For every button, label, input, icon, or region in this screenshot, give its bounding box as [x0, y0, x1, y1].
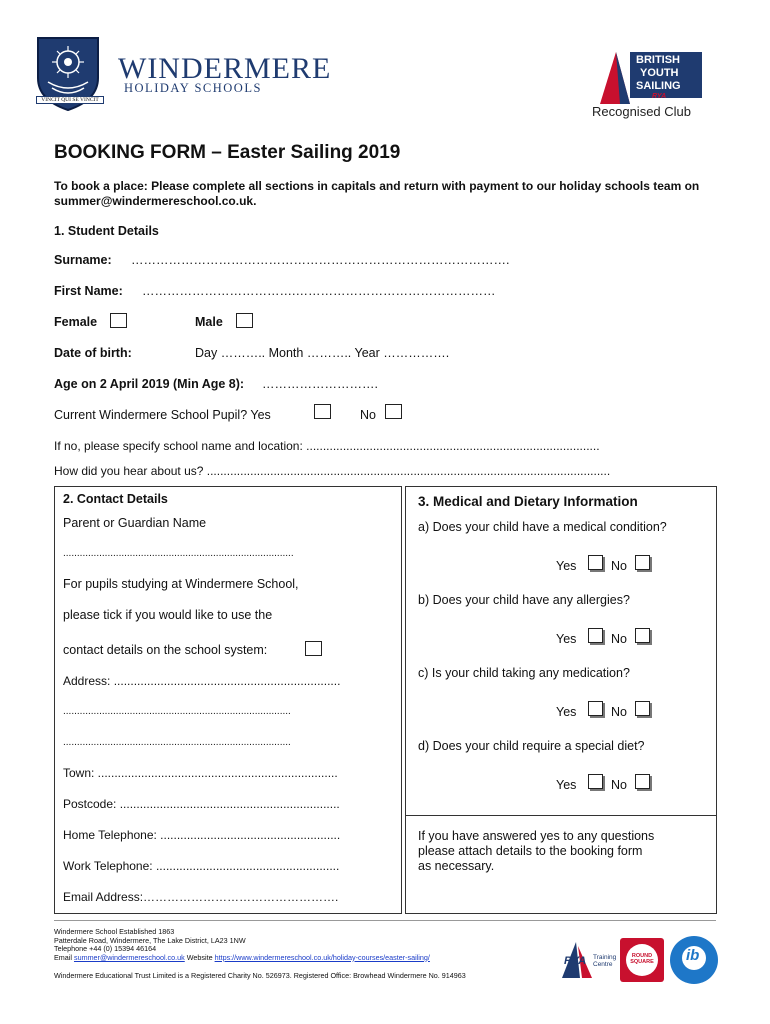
footer-line-3: Telephone +44 (0) 15394 46164	[54, 944, 157, 954]
surname-field[interactable]: ……………………………………………………………………………….	[131, 253, 510, 267]
pupils-text-2: please tick if you would like to use the	[63, 608, 273, 622]
pupils-text-3: contact details on the school system:	[63, 643, 268, 657]
round-square-text	[628, 953, 656, 965]
d-yes-label: Yes	[556, 778, 577, 792]
medical-note	[418, 829, 654, 874]
b-yes-checkbox[interactable]	[588, 628, 603, 643]
training-text: Training	[593, 954, 617, 961]
female-label: Female	[54, 315, 98, 329]
d-no-checkbox[interactable]	[635, 774, 650, 789]
c-no-label: No	[611, 705, 627, 719]
email-field[interactable]: Email Address:………………………………………….	[63, 890, 339, 904]
round-text: ROUND	[631, 953, 653, 959]
website-prefix: Website	[184, 952, 215, 962]
rya-logo-text: RYA	[564, 955, 587, 967]
male-checkbox[interactable]	[236, 313, 253, 328]
c-yes-checkbox[interactable]	[588, 701, 603, 716]
pupil-no-label: No	[360, 408, 376, 422]
home-telephone-field[interactable]: Home Telephone: ......................................................	[63, 828, 341, 842]
medical-heading: 3. Medical and Dietary Information	[418, 494, 638, 509]
centre-text: Centre	[593, 961, 613, 968]
first-name-label: First Name:	[54, 284, 123, 298]
medical-question-c: c) Is your child taking any medication?	[418, 666, 630, 680]
ib-text: ib	[686, 947, 700, 964]
hear-about-field[interactable]: How did you hear about us? .........................................................................................................................	[54, 464, 611, 478]
surname-label: Surname:	[54, 253, 112, 267]
pupil-question: Current Windermere School Pupil? Yes	[54, 408, 271, 422]
male-label: Male	[195, 315, 223, 329]
pupils-text-1: For pupils studying at Windermere School,	[63, 577, 299, 591]
intro-text: To book a place: Please complete all sections in capitals and return with payment to our holiday schools team on summer@windermereschool.co.uk.	[54, 179, 700, 208]
footer-email-link[interactable]: summer@windermereschool.co.uk	[73, 952, 185, 962]
c-no-checkbox[interactable]	[635, 701, 650, 716]
use-school-contact-checkbox[interactable]	[305, 641, 322, 656]
medical-note-line-3: as necessary.	[418, 859, 495, 873]
b-yes-label: Yes	[556, 632, 577, 646]
a-yes-label: Yes	[556, 559, 577, 573]
footer-website-link[interactable]: https://www.windermereschool.co.uk/holiday-courses/easter-sailing/	[214, 952, 430, 962]
b-no-label: No	[611, 632, 627, 646]
medical-question-d: d) Does your child require a special diet?	[418, 739, 645, 753]
medical-question-a: a) Does your child have a medical condition?	[418, 520, 667, 534]
address-line-3[interactable]: ..................................................................................	[63, 737, 291, 748]
student-details-heading: 1. Student Details	[54, 224, 159, 238]
dob-label: Date of birth:	[54, 346, 132, 360]
bys-line-3: SAILING	[636, 80, 681, 92]
medical-note-line-1: If you have answered yes to any questions	[418, 829, 655, 843]
footer-line-2: Patterdale Road, Windermere, The Lake District, LA23 1NW	[54, 935, 246, 945]
first-name-field[interactable]: ……………………………….…………………………………………	[142, 284, 496, 298]
female-checkbox[interactable]	[110, 313, 127, 328]
c-yes-label: Yes	[556, 705, 577, 719]
age-label: Age on 2 April 2019 (Min Age 8):	[54, 377, 245, 391]
postcode-field[interactable]: Postcode: ..................................................................	[63, 797, 340, 811]
guardian-field[interactable]: ...................................................................................	[63, 548, 294, 559]
footer-divider	[54, 920, 716, 921]
medical-question-b: b) Does your child have any allergies?	[418, 593, 630, 607]
recognised-club-label: Recognised Club	[592, 104, 692, 119]
email-prefix: Email	[54, 952, 74, 962]
school-name: WINDERMERE	[118, 52, 332, 85]
square-text: SQUARE	[630, 959, 654, 965]
address-line-2[interactable]: ..................................................................................	[63, 706, 291, 717]
dob-field[interactable]: Day ……….. Month ……….. Year …………….	[195, 346, 450, 360]
school-subtitle: HOLIDAY SCHOOLS	[124, 81, 262, 95]
a-yes-checkbox[interactable]	[588, 555, 603, 570]
medical-note-line-2: please attach details to the booking form	[418, 844, 643, 858]
bys-line-1: BRITISH	[636, 54, 680, 66]
rya-mark: RYA	[652, 93, 667, 100]
b-no-checkbox[interactable]	[635, 628, 650, 643]
address-field[interactable]: Address: ....................................................................	[63, 674, 341, 688]
a-no-checkbox[interactable]	[635, 555, 650, 570]
pupil-yes-checkbox[interactable]	[314, 404, 331, 419]
form-title: BOOKING FORM – Easter Sailing 2019	[54, 142, 401, 163]
footer-line-1: Windermere School Established 1863	[54, 927, 175, 936]
a-no-label: No	[611, 559, 627, 573]
pupil-no-checkbox[interactable]	[385, 404, 402, 419]
d-no-label: No	[611, 778, 627, 792]
other-school-field[interactable]: If no, please specify school name and location: ........................................................................................	[54, 439, 600, 453]
d-yes-checkbox[interactable]	[588, 774, 603, 789]
footer-address	[54, 928, 430, 962]
work-telephone-field[interactable]: Work Telephone: .......................................................	[63, 859, 340, 873]
footer-charity: Windermere Educational Trust Limited is a Registered Charity No. 526973. Registered Office: Browhead Windermere No. 914963	[54, 971, 466, 980]
bys-line-2: YOUTH	[640, 67, 679, 79]
age-field[interactable]: ……………………….	[262, 377, 378, 391]
training-centre-text	[593, 954, 616, 968]
crest-motto: VINCIT QUI SE VINCIT	[36, 96, 104, 104]
medical-divider	[405, 815, 717, 816]
footer-line-4	[54, 954, 430, 963]
town-field[interactable]: Town: ........................................................................	[63, 766, 338, 780]
contact-details-heading: 2. Contact Details	[63, 492, 168, 506]
guardian-label: Parent or Guardian Name	[63, 516, 207, 530]
